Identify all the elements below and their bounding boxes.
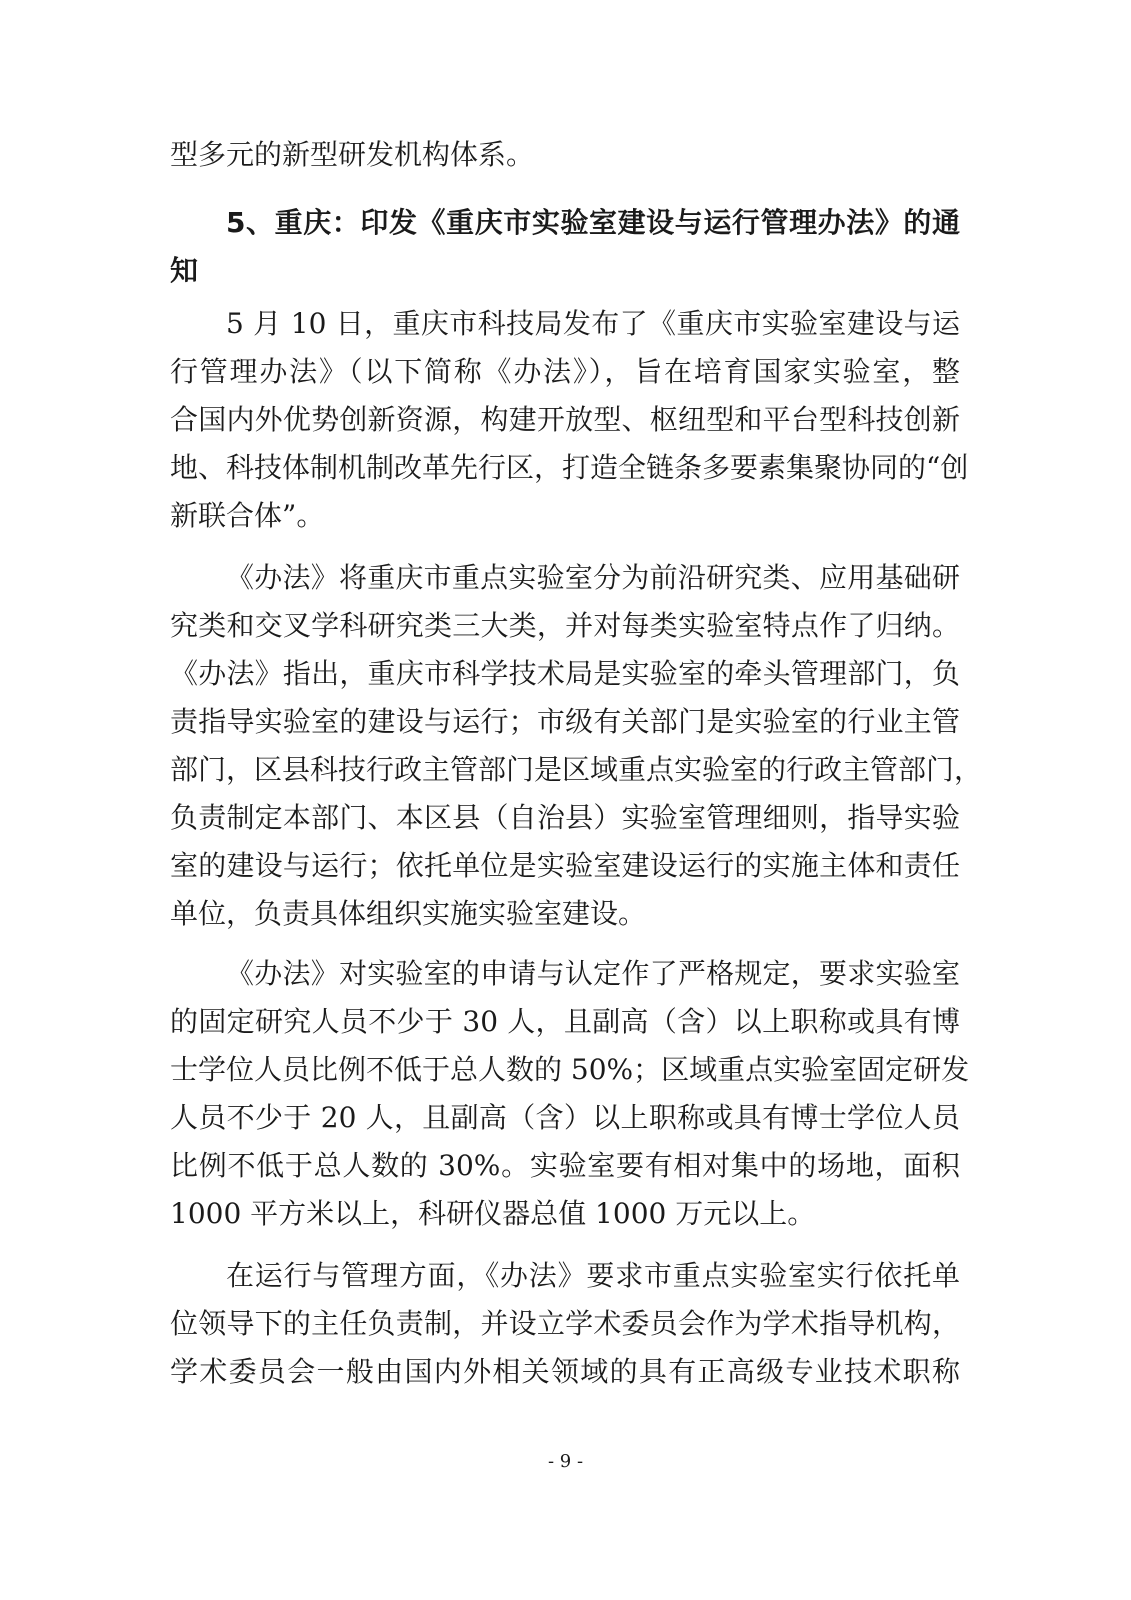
paragraph-3-line-3: 士学位人员比例不低于总人数的 50%；区域重点实验室固定研发 (170, 1053, 970, 1086)
section-heading-line-2: 知 (170, 254, 199, 287)
intro-line: 型多元的新型研发机构体系。 (170, 138, 535, 171)
paragraph-2-line-2: 究类和交叉学科研究类三大类，并对每类实验室特点作了归纳。 (170, 609, 960, 642)
paragraph-1-line-1: 5 月 10 日，重庆市科技局发布了《重庆市实验室建设与运 (226, 307, 960, 340)
paragraph-3-line-2: 的固定研究人员不少于 30 人，且副高（含）以上职称或具有博 (170, 1005, 960, 1038)
paragraph-2-line-4: 责指导实验室的建设与运行；市级有关部门是实验室的行业主管 (170, 705, 960, 738)
paragraph-4-line-1: 在运行与管理方面，《办法》要求市重点实验室实行依托单 (226, 1259, 960, 1292)
paragraph-2-line-8: 单位，负责具体组织实施实验室建设。 (170, 897, 647, 930)
paragraph-2-line-3: 《办法》指出，重庆市科学技术局是实验室的牵头管理部门，负 (170, 657, 960, 690)
paragraph-4-line-2: 位领导下的主任负责制，并设立学术委员会作为学术指导机构， (170, 1307, 960, 1340)
paragraph-1-line-2: 行管理办法》（以下简称《办法》），旨在培育国家实验室，整 (170, 355, 960, 388)
paragraph-2-line-1: 《办法》将重庆市重点实验室分为前沿研究类、应用基础研 (226, 561, 960, 594)
paragraph-3-line-1: 《办法》对实验室的申请与认定作了严格规定，要求实验室 (226, 957, 960, 990)
paragraph-1-line-4: 地、科技体制机制改革先行区，打造全链条多要素集聚协同的“创 (170, 451, 969, 484)
section-heading-line-1: 5、重庆：印发《重庆市实验室建设与运行管理办法》的通 (226, 206, 960, 239)
paragraph-1-line-3: 合国内外优势创新资源，构建开放型、枢纽型和平台型科技创新 (170, 403, 960, 436)
paragraph-3-line-4: 人员不少于 20 人，且副高（含）以上职称或具有博士学位人员 (170, 1101, 960, 1134)
paragraph-2-line-5: 部门，区县科技行政主管部门是区域重点实验室的行政主管部门， (170, 753, 983, 786)
paragraph-2-line-7: 室的建设与运行；依托单位是实验室建设运行的实施主体和责任 (170, 849, 960, 882)
page-number: - 9 - (547, 1451, 584, 1472)
paragraph-2-line-6: 负责制定本部门、本区县（自治县）实验室管理细则，指导实验 (170, 801, 960, 834)
paragraph-4-line-3: 学术委员会一般由国内外相关领域的具有正高级专业技术职称 (170, 1355, 960, 1388)
paragraph-1-line-5: 新联合体”。 (170, 499, 325, 532)
paragraph-3-line-5: 比例不低于总人数的 30%。实验室要有相对集中的场地，面积 (170, 1149, 960, 1182)
paragraph-3-line-6: 1000 平方米以上，科研仪器总值 1000 万元以上。 (170, 1197, 816, 1230)
